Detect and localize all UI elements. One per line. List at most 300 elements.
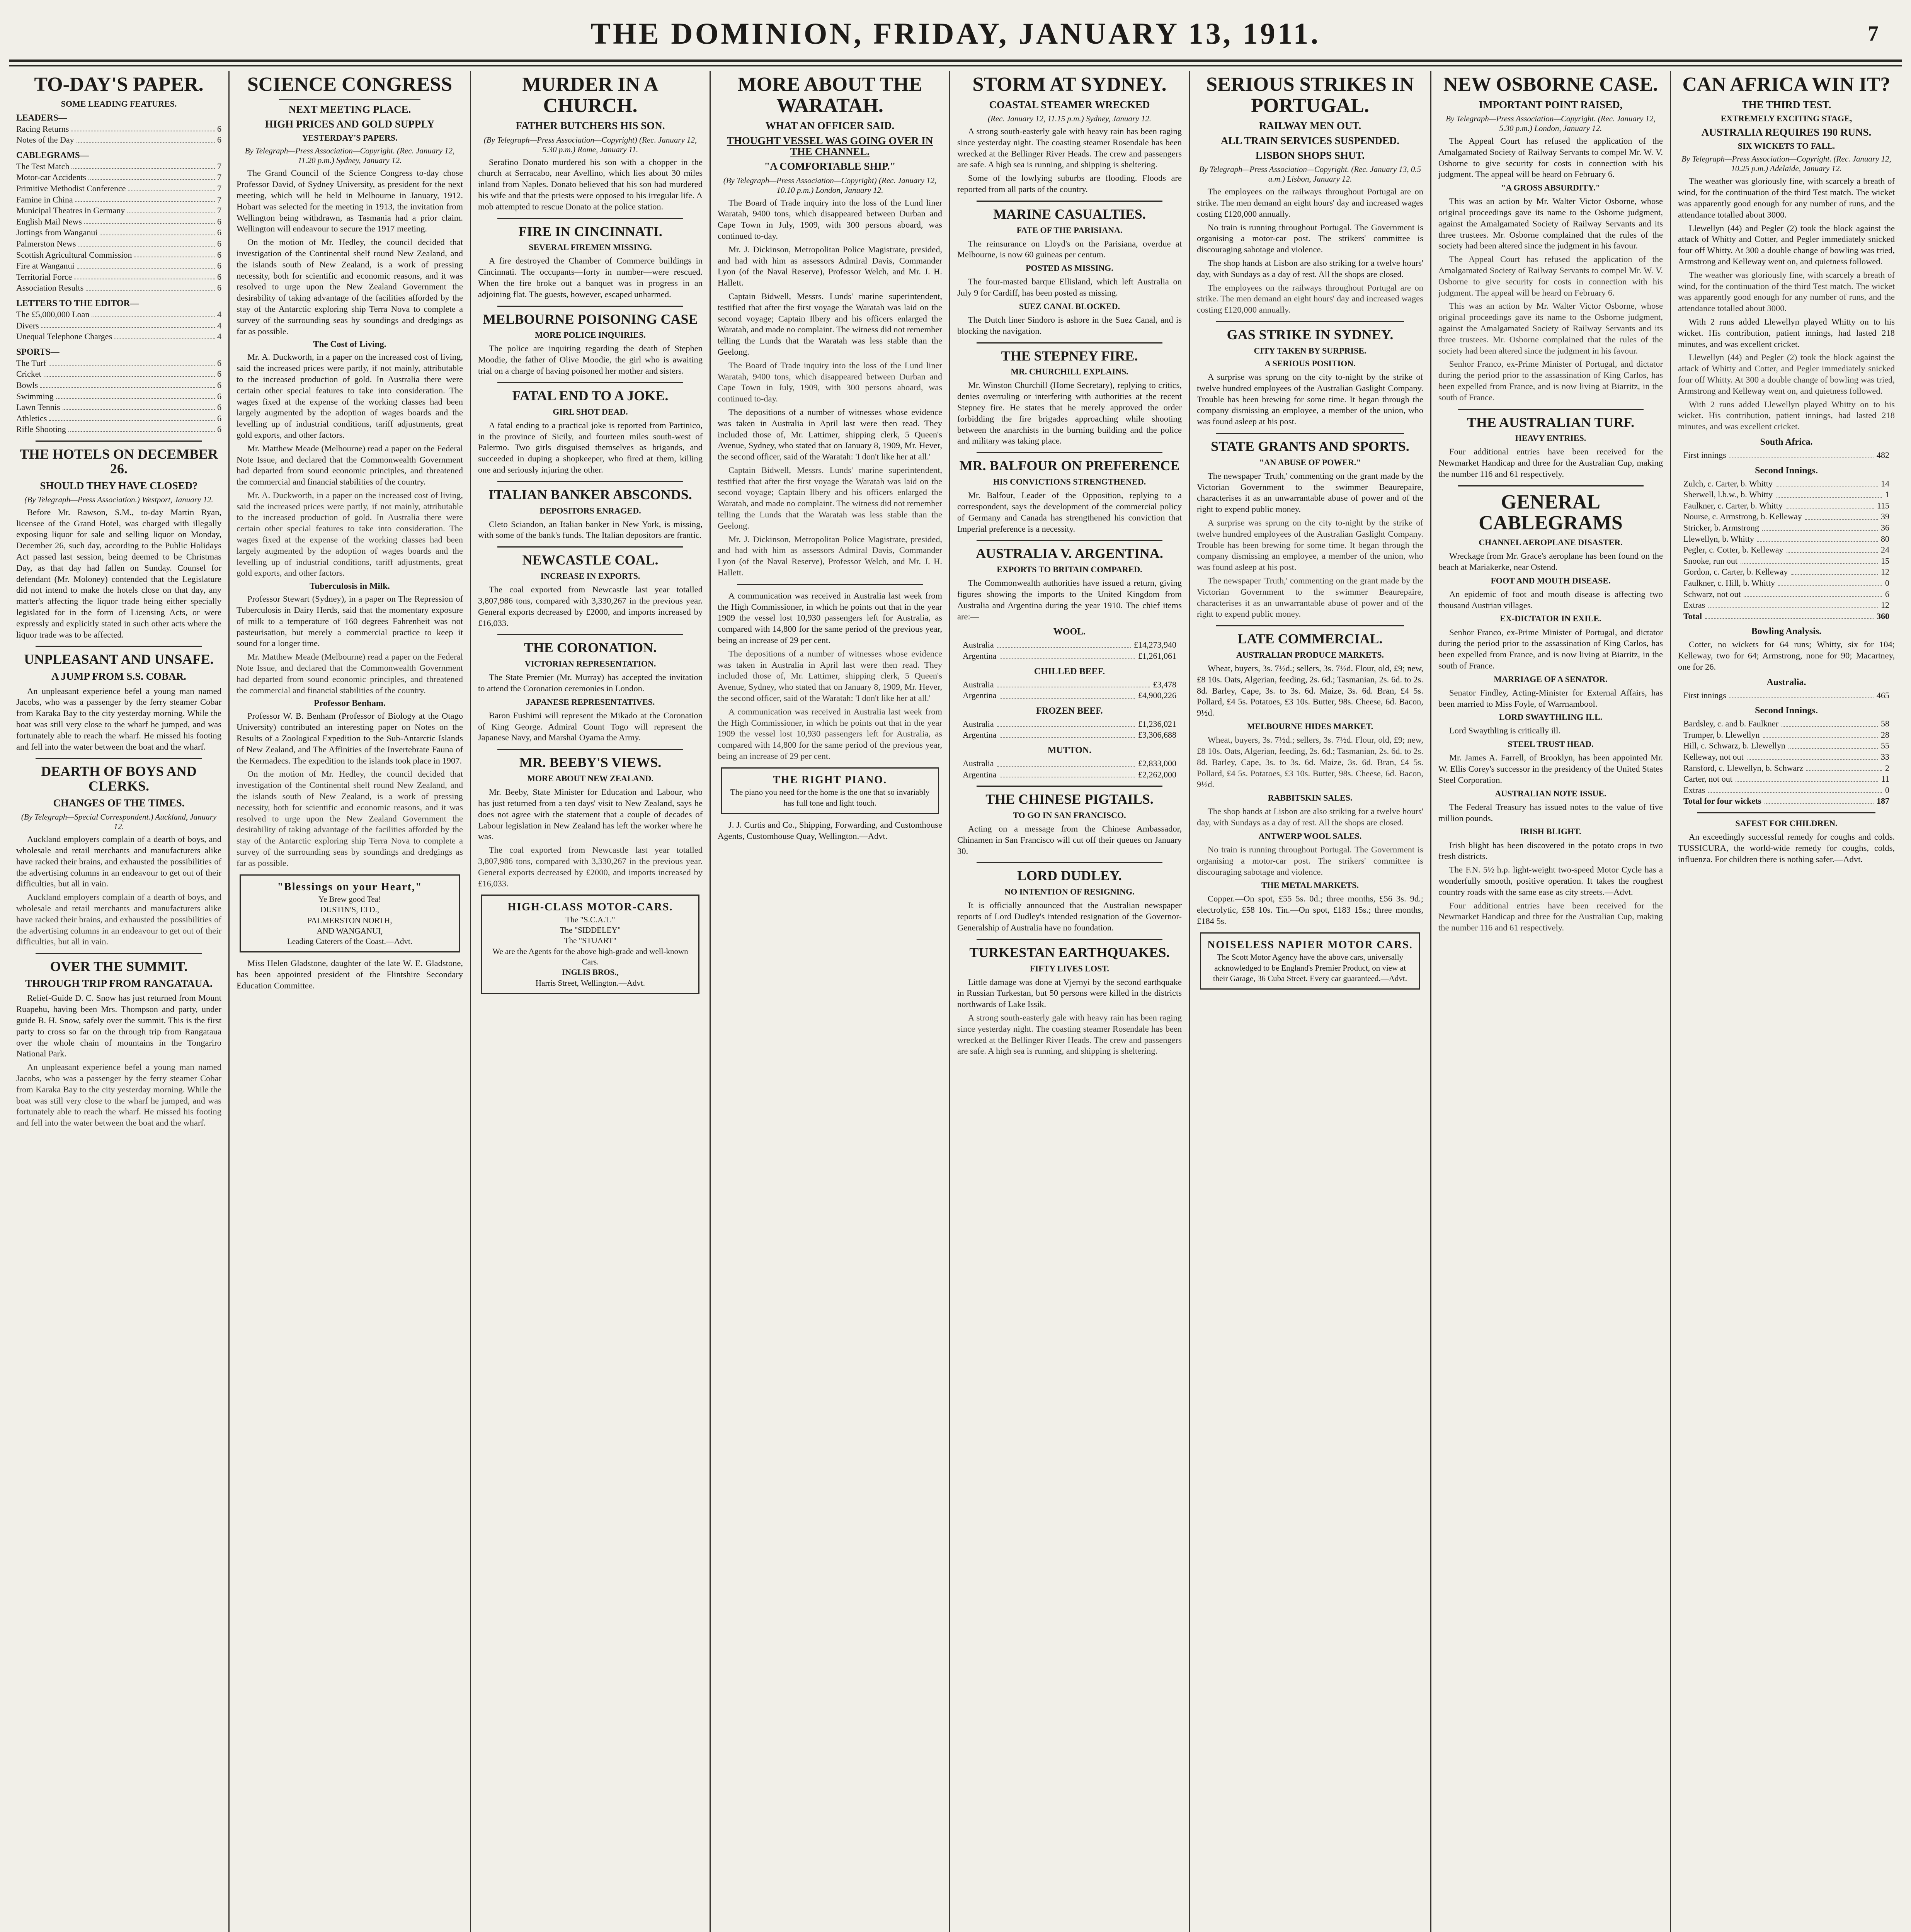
scorecard xyxy=(1678,718,1895,785)
article-subheading: RAILWAY MEN OUT. xyxy=(1259,120,1361,132)
toc-item-page: 6 xyxy=(217,380,221,390)
exports-row: Australia £14,273,940 xyxy=(963,640,1176,650)
article-body: The shop hands at Lisbon are also striking for a twelve hours' day, with Sundays as a day of rest. All the shops are closed. xyxy=(1197,806,1423,828)
toc-item xyxy=(16,358,221,369)
batsman-runs: 14 xyxy=(1881,478,1889,488)
toc-item-label: Bowls xyxy=(16,380,38,390)
article-subheading: ALL TRAIN SERVICES SUSPENDED. xyxy=(1220,134,1400,146)
article-body: The depositions of a number of witnesses whose evidence was taken in Australia in April last were then read. They included those of, Mr. Lattimer, shipping clerk, 5 Queen's Avenue, Sydney, who stated that on January 8, 1909, Mr. Hever, the second officer, said of the Waratah: 'I don't like her at all.' xyxy=(718,407,942,462)
article-subheading: MORE ABOUT NEW ZEALAND. xyxy=(527,774,653,784)
article-body: Professor Stewart (Sydney), in a paper on The Repression of Tuberculosis in Dairy Herds, said that the momentary exposure of milk to a temperature of 160 degrees Fahrenheit was not pasteurisation, but merely a commercial practice to keep it sound for a longer time. xyxy=(237,594,463,648)
scorecard-subheading: Second Innings. xyxy=(1755,706,1818,716)
article-body: With 2 runs added Llewellyn played Whitty on to his wicket. His contribution, patient innings, had lasted 218 minutes, and was excellent cricket. xyxy=(1678,399,1895,432)
advertisement: NOISELESS NAPIER MOTOR CARS. The Scott Motor Agency have the above cars, universally acknowledged to be England's Premier Product, on view at their Garage, 36 Cuba Street. Every car guaranteed.—Advt. xyxy=(1200,932,1420,990)
toc-item-page: 6 xyxy=(217,391,221,401)
article-body: This was an action by Mr. Walter Victor Osborne, whose original proceedings gave its name to the Osborne judgment, against the Amalgamated Society of Railway Servants and its three trustees. Mr. Osborne complained that the rules of the society had been altered since the judgment in his favour. xyxy=(1438,301,1663,355)
article-body: With 2 runs added Llewellyn played Whitty on to his wicket. His contribution, patient innings, had lasted 218 minutes, and was excellent cricket. xyxy=(1678,317,1895,349)
score-total: Total 360 xyxy=(1683,611,1889,621)
section-heading: Tuberculosis in Milk. xyxy=(310,581,390,591)
article-subheading: MR. CHURCHILL EXPLAINS. xyxy=(1011,367,1128,377)
article-heading: SCIENCE CONGRESS xyxy=(247,73,453,95)
article-subheading: IRISH BLIGHT. xyxy=(1520,827,1581,837)
toc-item xyxy=(16,369,221,380)
batsman-runs: 115 xyxy=(1877,500,1889,510)
toc-item xyxy=(16,380,221,391)
batsman-name: Schwarz, not out xyxy=(1683,589,1741,599)
toc-item-label: Notes of the Day xyxy=(16,135,74,145)
toc-item-label: Lawn Tennis xyxy=(16,402,60,412)
article-body: Miss Helen Gladstone, daughter of the late W. E. Gladstone, has been appointed president of the Flintshire Secondary Education Committee. xyxy=(237,958,463,991)
score-row: First innings 465 xyxy=(1683,690,1889,700)
article-subheading: TO GO IN SAN FRANCISCO. xyxy=(1013,810,1126,820)
article-body: Four additional entries have been received for the Newmarket Handicap and three for the Australian Cup, making the number 116 and 61 respectively. xyxy=(1438,447,1663,479)
toc-item-page: 6 xyxy=(217,413,221,423)
article-subheading: MARRIAGE OF A SENATOR. xyxy=(1494,674,1608,684)
toc-item-label: Unequal Telephone Charges xyxy=(16,332,112,342)
article-body: Captain Bidwell, Messrs. Lunds' marine superintendent, testified that after the first voyage the Waratah was laid on the second voyage; Captain Ilbery and his officers enlarged the Waratah, and made no complaint. The witness did not remember telling the Lunds that the Waratah was less stable than the Geelong. xyxy=(718,291,942,357)
toc-item-page: 6 xyxy=(217,228,221,238)
toc-item-page: 6 xyxy=(217,369,221,379)
batsman-name: Faulkner, c. Hill, b. Whitty xyxy=(1683,578,1775,588)
toc-item-label: The Turf xyxy=(16,358,46,368)
batsman-name: Carter, not out xyxy=(1683,774,1732,784)
toc-item-label: Primitive Methodist Conference xyxy=(16,184,126,194)
toc-item-page: 4 xyxy=(217,310,221,319)
article-subheading: COASTAL STEAMER WRECKED xyxy=(989,99,1150,111)
article-body: Some of the lowlying suburbs are flooding. Floods are reported from all parts of the country. xyxy=(957,173,1182,194)
batsman-name: Nourse, c. Armstrong, b. Kelleway xyxy=(1683,512,1802,522)
article-heading: FATAL END TO A JOKE. xyxy=(512,388,669,403)
features-heading: SOME LEADING FEATURES. xyxy=(61,99,177,109)
article-subheading: AUSTRALIA REQUIRES 190 RUNS. xyxy=(1701,126,1872,138)
toc-item xyxy=(16,282,221,294)
column-3 xyxy=(471,71,711,1932)
article-body: A surprise was sprung on the city to-night by the strike of twelve hundred employees of the Australian Gaslight Company. Trouble has been brewing for some time. It began through the company dismissing an employee, a member of the union, who was found asleep at his post. xyxy=(1197,372,1423,427)
article-subheading: THOUGHT VESSEL WAS GOING OVER IN THE CHANNEL. xyxy=(727,134,933,157)
section-heading: The Cost of Living. xyxy=(313,339,386,349)
exports-row: Argentina £1,261,061 xyxy=(963,651,1176,661)
article-subheading: A SERIOUS POSITION. xyxy=(1264,358,1356,368)
toc-item-page: 7 xyxy=(217,206,221,216)
newspaper-title: THE DOMINION, FRIDAY, JANUARY 13, 1911. xyxy=(590,17,1321,50)
article-subheading: CITY TAKEN BY SURPRISE. xyxy=(1254,345,1366,355)
article-body: The newspaper 'Truth,' commenting on the grant made by the Victorian Government to the swimmer Beaurepaire, characterises it as an unwarrantable abuse of power and of the right to expend public money. xyxy=(1197,576,1423,619)
toc-item-label: Scottish Agricultural Commission xyxy=(16,250,132,260)
batsman-row xyxy=(1678,511,1895,522)
article-heading: UNPLEASANT AND UNSAFE. xyxy=(24,651,214,667)
batsman-runs: 11 xyxy=(1881,774,1889,784)
article-body: Auckland employers complain of a dearth of boys, and wholesale and retail merchants and manufacturers alike have racked their brains, and exhausted the possibilities of the advertising columns in an endeavour to get out of their difficulties, but all in vain. xyxy=(16,834,221,889)
article-subheading: FATHER BUTCHERS HIS SON. xyxy=(516,120,665,132)
toc-item-label: Palmerston News xyxy=(16,239,76,249)
article-body: Before Mr. Rawson, S.M., to-day Martin Ryan, licensee of the Grand Hotel, was charged with illegally exposing liquor for sale and selling liquor on Monday, December 26, such day, according to the Public Holidays Act passed last session, being deemed to be Christmas Day, as that day had fallen on Sunday. Counsel for defendant (Mr. Moloney) contended that the Legislature did not intend to make the hotels close on that day, any matter's affecting the liquor trade being either specially legislated for in the form of Licensing Acts, or were expressly and explicitly stated in such other acts where the liquor trade was to be affected. xyxy=(16,507,221,639)
score-row: First innings 482 xyxy=(1683,450,1889,460)
article-body: The weather was gloriously fine, with scarcely a breath of wind, for the continuation of the third Test match. The wicket was apparently good enough for any number of runs, and the attendance totalled about 3000. xyxy=(1678,270,1895,313)
article-subheading: STEEL TRUST HEAD. xyxy=(1508,739,1594,749)
article-body: On the motion of Mr. Hedley, the council decided that investigation of the Continental shelf round New Zealand, and the islands south of New Zealand, is a work of pressing necessity, both for scientific and economic reasons, and it was resolved to urge upon the New Zealand Government the desirability of taking advantage of the facilities afforded by the stay of the Antarctic exploring ship Terra Nova to complete a survey of the surrounding seas by soundings and dredgings as far as possible. xyxy=(237,237,463,336)
column-8 xyxy=(1671,71,1902,1932)
article-heading: LATE COMMERCIAL. xyxy=(1237,631,1383,647)
article-body: Mr. A. Duckworth, in a paper on the increased cost of living, said the increased prices were partly, if not mainly, attributable to the increased production of gold. In Australia there were certain other special features to take into consideration. The wages fixed at the expense of the working classes had been largely augmented by the adoption of wages boards and the levelling up of industrial conditions, tariff adjustments, great gold exports, and other factors. xyxy=(237,490,463,578)
article-subheading: SEVERAL FIREMEN MISSING. xyxy=(529,242,652,252)
column-7 xyxy=(1431,71,1671,1932)
article-heading: ITALIAN BANKER ABSCONDS. xyxy=(488,486,692,502)
article-body: Mr. A. Duckworth, in a paper on the increased cost of living, said the increased prices were partly, if not mainly, attributable to the increased production of gold. In Australia there were certain other special features to take into consideration. The wages fixed at the expense of the working classes had been largely augmented by the adoption of wages boards and the levelling up of industrial conditions, tariff adjustments, great gold exports, and other factors. xyxy=(237,352,463,440)
article-body: The Grand Council of the Science Congress to-day chose Professor David, of Sydney University, as president for the next meeting, which will be held in Melbourne in January, 1912. Hobart was selected for the meeting in 1913, the invitation from Wellington being withdrawn, as Tasmania had a prior claim. Wellington will endeavour to secure the 1917 meeting. xyxy=(237,168,463,234)
article-body: The F.N. 5½ h.p. light-weight two-speed Motor Cycle has a wonderfully smooth, positive operation. It takes the roughest country roads with the same ease as city streets.—Advt. xyxy=(1438,865,1663,897)
article-body: The Board of Trade inquiry into the loss of the Lund liner Waratah, 9400 tons, which disappeared between Durban and Cape Town in July, 1909, with 300 persons aboard, was continued to-day. xyxy=(718,197,942,241)
article-body: Auckland employers complain of a dearth of boys, and wholesale and retail merchants and manufacturers alike have racked their brains, and exhausted the possibilities of the advertising columns in an endeavour to get out of their difficulties, but all in vain. xyxy=(16,892,221,947)
batsman-runs: 24 xyxy=(1881,545,1889,555)
article-body: A communication was received in Australia last week from the High Commissioner, in which he points out that in the year 1909 the vessel lost 10,930 passengers left for Australia, as compared with 14,800 for the same period of the previous year, being an increase of 29 per cent. xyxy=(718,706,942,761)
article-body: Mr. James A. Farrell, of Brooklyn, has been appointed Mr. W. Ellis Corey's successor in the presidency of the United States Steel Corporation. xyxy=(1438,753,1663,785)
article-subheading: SUEZ CANAL BLOCKED. xyxy=(1019,301,1120,311)
article-body: No train is running throughout Portugal. The Government is organising a motor-car post. The strikers' committee is discouraging sabotage and violence. xyxy=(1197,222,1423,255)
batsman-runs: 58 xyxy=(1881,719,1889,729)
toc-item xyxy=(16,424,221,435)
exports-row: Australia £3,478 xyxy=(963,679,1176,689)
toc-item xyxy=(16,250,221,261)
score-total: Total for four wickets 187 xyxy=(1683,796,1889,806)
article-subheading: DEPOSITORS ENRAGED. xyxy=(539,505,641,515)
scorecard xyxy=(1678,478,1895,600)
article-subheading: WHAT AN OFFICER SAID. xyxy=(765,120,895,132)
batsman-runs: 39 xyxy=(1881,512,1889,522)
exports-row: Argentina £3,306,688 xyxy=(963,730,1176,740)
table-of-contents xyxy=(16,113,221,435)
batsman-name: Snooke, run out xyxy=(1683,556,1737,566)
dateline: (By Telegraph—Special Correspondent.) Auckland, January 12. xyxy=(21,812,217,832)
toc-item-page: 7 xyxy=(217,161,221,171)
batsman-runs: 80 xyxy=(1881,534,1889,544)
article-subheading: MELBOURNE HIDES MARKET. xyxy=(1247,721,1373,731)
toc-item xyxy=(16,402,221,413)
batsman-name: Stricker, b. Armstrong xyxy=(1683,522,1759,532)
article-body: The employees on the railways throughout Portugal are on strike. The men demand an eight hours' day and increased wages costing £120,000 annually. xyxy=(1197,187,1423,219)
article-heading: SERIOUS STRIKES IN PORTUGAL. xyxy=(1206,73,1414,117)
article-body: Acting on a message from the Chinese Ambassador, Chinamen in San Francisco will cut off their queues on January 30. xyxy=(957,824,1182,856)
toc-item-page: 6 xyxy=(217,358,221,368)
article-body: Baron Fushimi will represent the Mikado at the Coronation of King George. Admiral Count Togo will represent the Japanese Navy, and Marshal Oyama the Army. xyxy=(478,710,703,743)
article-subheading: NEXT MEETING PLACE. xyxy=(288,103,411,115)
article-body: This was an action by Mr. Walter Victor Osborne, whose original proceedings gave its name to the Osborne judgment, against the Amalgamated Society of Railway Servants and its three trustees. Mr. Osborne complained that the rules of the society had been altered since the judgment in his favour. xyxy=(1438,196,1663,251)
article-heading: LORD DUDLEY. xyxy=(1017,868,1122,884)
article-body: The State Premier (Mr. Murray) has accepted the invitation to attend the Coronation ceremonies in London. xyxy=(478,672,703,693)
article-body: The Appeal Court has refused the application of the Amalgamated Society of Railway Servants to compel Mr. W. V. Osborne to give security for costs in connection with his judgment. The appeal will be heard on February 6. xyxy=(1438,254,1663,298)
toc-item-page: 7 xyxy=(217,172,221,182)
batsman-row xyxy=(1678,500,1895,512)
batsman-runs: 12 xyxy=(1881,567,1889,577)
article-body: Cleto Sciandon, an Italian banker in New York, is missing, with some of the bank's funds. The Italian depositors are frantic. xyxy=(478,519,703,540)
article-heading: FIRE IN CINCINNATI. xyxy=(518,223,662,239)
article-subheading: SIX WICKETS TO FALL. xyxy=(1737,141,1835,151)
batsman-row xyxy=(1678,763,1895,774)
toc-item xyxy=(16,320,221,332)
toc-item-label: Divers xyxy=(16,320,39,330)
exports-row: Argentina £4,900,226 xyxy=(963,690,1176,701)
article-body: The reinsurance on Lloyd's on the Parisiana, overdue at Melbourne, is now 60 guineas per centum. xyxy=(957,238,1182,260)
article-body: The Federal Treasury has issued notes to the value of five million pounds. xyxy=(1438,802,1663,823)
article-body: A surprise was sprung on the city to-night by the strike of twelve hundred employees of the Australian Gaslight Company. Trouble has been brewing for some time. It began through the company dismissing an employee, a member of the union, who was found asleep at his post. xyxy=(1197,518,1423,572)
article-subheading: SAFEST FOR CHILDREN. xyxy=(1735,818,1838,828)
article-body: The Dutch liner Sindoro is ashore in the Suez Canal, and is blocking the navigation. xyxy=(957,315,1182,336)
article-body: Copper.—On spot, £55 5s. 0d.; three months, £56 3s. 9d.; electrolytic, £58 10s. Tin.—On spot, £183 15s.; three months, £184 5s. xyxy=(1197,894,1423,926)
batsman-name: Hill, c. Schwarz, b. Llewellyn xyxy=(1683,741,1785,751)
article-heading: MARINE CASUALTIES. xyxy=(993,206,1146,222)
article-body: Mr. Balfour, Leader of the Opposition, replying to a correspondent, says the development of the commercial policy of Germany and Canada has strengthened his conviction that Imperial preference is a necessity. xyxy=(957,490,1182,534)
article-body: The Commonwealth authorities have issued a return, giving figures showing the imports to the United Kingdom from Australia and Argentina during the year 1910. The chief items are:— xyxy=(957,578,1182,621)
batsman-row xyxy=(1678,489,1895,500)
dateline: By Telegraph—Press Association—Copyright. (Rec. January 12, 10.25 p.m.) Adelaide, January 12. xyxy=(1681,154,1891,173)
toc-item xyxy=(16,172,221,183)
article-subheading: EXTREMELY EXCITING STAGE, xyxy=(1720,113,1852,123)
article-subheading: INCREASE IN EXPORTS. xyxy=(540,571,640,581)
article-body: A strong south-easterly gale with heavy rain has been raging since yesterday night. The coasting steamer Rosendale has been wrecked at the Bellinger River Heads. The crew and passengers are safe. A high sea is running, and shipping is sheltering. xyxy=(957,126,1182,170)
toc-item xyxy=(16,216,221,228)
article-heading: MR. BEEBY'S VIEWS. xyxy=(519,755,662,770)
article-subheading: EXPORTS TO BRITAIN COMPARED. xyxy=(997,565,1142,575)
toc-item xyxy=(16,391,221,402)
article-subheading: A JUMP FROM S.S. COBAR. xyxy=(51,670,186,682)
toc-item-label: Municipal Theatres in Germany xyxy=(16,206,125,216)
toc-item-page: 6 xyxy=(217,283,221,293)
toc-item-label: Cricket xyxy=(16,369,41,379)
article-subheading: JAPANESE REPRESENTATIVES. xyxy=(526,697,655,707)
article-subheading: ANTWERP WOOL SALES. xyxy=(1258,831,1362,841)
article-body: The Board of Trade inquiry into the loss of the Lund liner Waratah, 9400 tons, which disappeared between Durban and Cape Town in July, 1909, with 300 persons aboard, was continued to-day. xyxy=(718,360,942,404)
batsman-name: Kelleway, not out xyxy=(1683,752,1744,762)
article-heading: MR. BALFOUR ON PREFERENCE xyxy=(959,458,1180,474)
article-heading: THE CORONATION. xyxy=(524,640,657,656)
advertisement: HIGH-CLASS MOTOR-CARS. The "S.C.A.T." The "SIDDELEY" The "STUART" We are the Agents for the above high-grade and well-known Cars. INGLIS BROS., Harris Street, Wellington.—Advt. xyxy=(481,895,699,994)
batsman-row xyxy=(1678,578,1895,589)
toc-item-page: 6 xyxy=(217,250,221,260)
advertisement: THE RIGHT PIANO. The piano you need for the home is the one that so invariably has full tone and light touch. xyxy=(721,767,939,814)
scorecard-subheading: Bowling Analysis. xyxy=(1751,626,1822,637)
article-body: Mr. Matthew Meade (Melbourne) read a paper on the Federal Note Issue, and declared that the Commonwealth Government had departed from sound economic principles, and threatened the commercial and financial stabilities of the country. xyxy=(237,652,463,695)
exports-table xyxy=(957,627,1182,780)
exports-item: CHILLED BEEF. xyxy=(1034,666,1105,677)
toc-item-label: Rifle Shooting xyxy=(16,424,66,434)
article-body: An unpleasant experience befel a young man named Jacobs, who was a passenger by the ferry steamer Cobar from Karaka Bay to the city yesterday morning. While the boat was still very close to the wharf he jumped, and was fortunately able to reach the wharf. He missed his footing and fell into the water between the boat and the wharf. xyxy=(16,686,221,752)
article-subheading: CHANGES OF THE TIMES. xyxy=(53,797,185,809)
exports-item: FROZEN BEEF. xyxy=(1036,706,1103,716)
article-body: Captain Bidwell, Messrs. Lunds' marine superintendent, testified that after the first voyage the Waratah was laid on the second voyage; Captain Ilbery and his officers enlarged the Waratah, and made no complaint. The witness did not remember telling the Lunds that the Waratah was less stable than the Geelong. xyxy=(718,465,942,531)
batsman-row xyxy=(1678,740,1895,752)
batsman-name: Gordon, c. Carter, b. Kelleway xyxy=(1683,567,1788,577)
scorecard-subheading: Second Innings. xyxy=(1755,465,1818,476)
article-subheading: LORD SWAYTHLING ILL. xyxy=(1499,712,1603,722)
article-heading: OVER THE SUMMIT. xyxy=(50,959,188,975)
batsman-runs: 36 xyxy=(1881,522,1889,532)
toc-item xyxy=(16,205,221,216)
article-subheading: POSTED AS MISSING. xyxy=(1026,263,1113,273)
article-heading: STATE GRANTS AND SPORTS. xyxy=(1211,438,1409,454)
article-body: Four additional entries have been received for the Newmarket Handicap and three for the Australian Cup, making the number 116 and 61 respectively. xyxy=(1438,900,1663,933)
toc-item xyxy=(16,260,221,272)
columns xyxy=(9,71,1902,1932)
batsman-row xyxy=(1678,544,1895,556)
article-body: Senhor Franco, ex-Prime Minister of Portugal, and dictator during the period prior to the assassination of King Carlos, has been expelled from France, and is now living at Biarritz, in the south of France. xyxy=(1438,359,1663,402)
article-heading: STORM AT SYDNEY. xyxy=(972,73,1167,95)
toc-section: LEADERS— xyxy=(16,112,67,122)
article-subheading: AUSTRALIAN PRODUCE MARKETS. xyxy=(1236,650,1384,660)
scorecard-heading: South Africa. xyxy=(1760,437,1813,447)
article-body: The employees on the railways throughout Portugal are on strike. The men demand an eight hours' day and increased wages costing £120,000 annually. xyxy=(1197,282,1423,315)
batsman-row xyxy=(1678,752,1895,763)
article-body: Cotter, no wickets for 64 runs; Whitty, six for 104; Kelleway, two for 64; Armstrong, none for 90; Macartney, one for 26. xyxy=(1678,639,1895,672)
article-body: A fatal ending to a practical joke is reported from Partinico, in the province of Sicily, and fourteen miles south-west of Palermo. Two girls disguised themselves as brigands, and succeeded in duping a shopkeeper, who fired at them, killing one and seriously injuring the other. xyxy=(478,420,703,474)
toc-item-page: 7 xyxy=(217,184,221,194)
dateline: By Telegraph—Press Association—Copyright. (Rec. January 12, 5.30 p.m.) London, January 12. xyxy=(1446,114,1656,133)
article-heading: THE CHINESE PIGTAILS. xyxy=(985,791,1154,807)
article-heading: THE STEPNEY FIRE. xyxy=(1001,348,1138,364)
article-body: A strong south-easterly gale with heavy rain has been raging since yesterday night. The coasting steamer Rosendale has been wrecked at the Bellinger River Heads. The crew and passengers are safe. A high sea is running, and shipping is sheltering. xyxy=(957,1013,1182,1056)
dateline: (By Telegraph—Press Association—Copyright) (Rec. January 12, 10.10 p.m.) London, January 12. xyxy=(723,175,937,195)
dateline: By Telegraph—Press Association—Copyright. (Rec. January 12, 11.20 p.m.) Sydney, January 12. xyxy=(245,146,455,165)
toc-item-page: 6 xyxy=(217,216,221,226)
toc-item-label: Jottings from Wanganui xyxy=(16,228,98,238)
article-body: An unpleasant experience befel a young man named Jacobs, who was a passenger by the ferry steamer Cobar from Karaka Bay to the city yesterday morning. While the boat was still very close to the wharf he jumped, and was fortunately able to reach the wharf. He missed his footing and fell into the water between the boat and the wharf. xyxy=(16,1062,221,1128)
toc-item-page: 7 xyxy=(217,194,221,204)
article-subheading: HIS CONVICTIONS STRENGTHENED. xyxy=(993,477,1146,487)
article-body: On the motion of Mr. Hedley, the council decided that investigation of the Continental shelf round New Zealand, and the islands south of New Zealand, is a work of pressing necessity, both for scientific and economic reasons, and it was resolved to urge upon the New Zealand Government the desirability of taking advantage of the facilities afforded by the stay of the Antarctic exploring ship Terra Nova to complete a survey of the surrounding seas by soundings and dredgings as far as possible. xyxy=(237,769,463,868)
toc-item xyxy=(16,331,221,342)
toc-item-label: Motor-car Accidents xyxy=(16,172,86,182)
article-heading: THE AUSTRALIAN TURF. xyxy=(1467,414,1635,430)
section-heading: Professor Benham. xyxy=(314,698,386,708)
page-number: 7 xyxy=(1868,22,1879,46)
exports-item: WOOL. xyxy=(1053,627,1086,637)
column-5 xyxy=(950,71,1190,1932)
article-body: The coal exported from Newcastle last year totalled 3,807,986 tons, compared with 3,330,267 in the previous year. General exports decreased by £2000, and imports increased by £16,033. xyxy=(478,845,703,888)
toc-item xyxy=(16,309,221,320)
article-subheading: "AN ABUSE OF POWER." xyxy=(1259,457,1361,467)
toc-item xyxy=(16,134,221,146)
article-body: Mr. Winston Churchill (Home Secretary), replying to critics, denies overruling or interfering with authorities at the recent Stepney fire. He states that he merely approved the order forbidding the fire brigades approaching while shooting between the anarchists in the burning building and the police and military was taking place. xyxy=(957,380,1182,446)
column-6 xyxy=(1190,71,1431,1932)
article-heading: MORE ABOUT THE WARATAH. xyxy=(737,73,922,117)
batsman-name: Trumper, b. Llewellyn xyxy=(1683,730,1760,740)
batsman-name: Pegler, c. Cotter, b. Kelleway xyxy=(1683,545,1783,555)
batsman-row xyxy=(1678,589,1895,600)
toc-section: SPORTS— xyxy=(16,347,60,357)
article-body: Mr. Matthew Meade (Melbourne) read a paper on the Federal Note Issue, and declared that the Commonwealth Government had departed from sound economic principles, and threatened the commercial and financial stabilities of the country. xyxy=(237,443,463,487)
batsman-row xyxy=(1678,534,1895,545)
article-body: Irish blight has been discovered in the potato crops in two fresh districts. xyxy=(1438,840,1663,861)
todays-paper-heading: TO-DAY'S PAPER. xyxy=(34,73,204,95)
batsman-row xyxy=(1678,478,1895,490)
batsman-row xyxy=(1678,774,1895,785)
article-subheading: GIRL SHOT DEAD. xyxy=(553,406,628,417)
article-subheading: MORE POLICE INQUIRIES. xyxy=(535,330,646,340)
batsman-runs: 2 xyxy=(1885,763,1889,773)
article-subheading: IMPORTANT POINT RAISED, xyxy=(1479,99,1623,111)
batsman-name: Bardsley, c. and b. Faulkner xyxy=(1683,719,1779,729)
batsman-runs: 15 xyxy=(1881,556,1889,566)
toc-item-label: Athletics xyxy=(16,413,47,423)
dateline: (Rec. January 12, 11.15 p.m.) Sydney, January 12. xyxy=(988,114,1151,123)
toc-item xyxy=(16,194,221,206)
article-heading: CAN AFRICA WIN IT? xyxy=(1682,73,1891,95)
batsman-runs: 33 xyxy=(1881,752,1889,762)
toc-section: LETTERS TO THE EDITOR— xyxy=(16,298,139,308)
batsman-runs: 55 xyxy=(1881,741,1889,751)
article-heading: GAS STRIKE IN SYDNEY. xyxy=(1227,327,1394,342)
article-body: No train is running throughout Portugal. The Government is organising a motor-car post. The strikers' committee is discouraging sabotage and violence. xyxy=(1197,844,1423,877)
toc-item-page: 6 xyxy=(217,124,221,134)
toc-item xyxy=(16,413,221,424)
toc-item-label: Swimming xyxy=(16,391,54,401)
article-subheading: "A GROSS ABSURDITY." xyxy=(1501,183,1600,193)
dateline: By Telegraph—Press Association—Copyright. (Rec. January 13, 0.5 a.m.) Lisbon, January 12. xyxy=(1199,165,1421,184)
batsman-name: Faulkner, c. Carter, b. Whitty xyxy=(1683,500,1783,510)
exports-row: Australia £2,833,000 xyxy=(963,758,1176,768)
article-subheading: THE THIRD TEST. xyxy=(1741,99,1831,111)
advertisement: "Blessings on your Heart," Ye Brew good Tea! DUSTIN'S, LTD., PALMERSTON NORTH, AND WANGANUI, Leading Caterers of the Coast.—Advt. xyxy=(240,874,460,953)
article-subheading: AUSTRALIAN NOTE ISSUE. xyxy=(1495,788,1606,798)
article-heading: THE HOTELS ON DECEMBER 26. xyxy=(19,446,218,476)
article-body: Wheat, buyers, 3s. 7½d.; sellers, 3s. 7½d. Flour, old, £9; new, £8 10s. Oats, Algerian, feeding, 2s. 6d.; Tasmanian, 2s. 6d. to 2s. 8d. Barley, Cape, 3s. to 3s. 6d. Maize, 3s. 6d. Bran, £4 5s. Pollard, £4 5s. Potatoes, £3 10s. Butter, 98s. Cheese, 6d. Bacon, 9½d. xyxy=(1197,663,1423,718)
score-row: Extras 12 xyxy=(1683,600,1889,610)
article-body: The four-masted barque Ellisland, which left Australia on July 9 for Cardiff, has been posted as missing. xyxy=(957,277,1182,298)
batsman-name: Ransford, c. Llewellyn, b. Schwarz xyxy=(1683,763,1804,773)
toc-item-page: 4 xyxy=(217,332,221,342)
article-body: The Appeal Court has refused the application of the Amalgamated Society of Railway Servants to compel Mr. W. V. Osborne to give security for costs in connection with his judgment. The appeal will be heard on February 6. xyxy=(1438,136,1663,179)
toc-item-page: 6 xyxy=(217,135,221,145)
dateline: (By Telegraph—Press Association—Copyright) (Rec. January 12, 5.30 p.m.) Rome, January 11. xyxy=(483,135,697,154)
toc-item-label: Fire at Wanganui xyxy=(16,261,75,271)
article-subheading: HIGH PRICES AND GOLD SUPPLY xyxy=(265,118,435,130)
batsman-runs: 0 xyxy=(1885,578,1889,588)
toc-item xyxy=(16,272,221,283)
article-subheading: EX-DICTATOR IN EXILE. xyxy=(1500,614,1601,624)
article-body: Llewellyn (44) and Pegler (2) took the block against the attack of Whitty and Cotter, and Pegler immediately snicked four off Whitty. At 300 a double change of bowling was tried, Armstrong and Kelleway went on, and quietness followed. xyxy=(1678,352,1895,396)
toc-item-label: The Test Match xyxy=(16,161,70,171)
article-body: Wheat, buyers, 3s. 7½d.; sellers, 3s. 7½d. Flour, old, £9; new, £8 10s. Oats, Algerian, feeding, 2s. 6d.; Tasmanian, 2s. 6d. to 2s. 8d. Barley, Cape, 3s. to 3s. 6d. Maize, 3s. 6d. Bran, £4 5s. Pollard, £4 5s. Potatoes, £3 10s. Butter, 98s. Cheese, 6d. Bacon, 9½d. xyxy=(1197,735,1423,789)
toc-item-label: Racing Returns xyxy=(16,124,69,134)
batsman-runs: 1 xyxy=(1885,490,1889,500)
article-body: It is officially announced that the Australian newspaper reports of Lord Dudley's intended resignation of the Governor-Generalship of Australia have no foundation. xyxy=(957,900,1182,932)
article-subheading: YESTERDAY'S PAPERS. xyxy=(302,133,398,143)
article-body: The weather was gloriously fine, with scarcely a breath of wind, for the continuation of the third Test match. The wicket was apparently good enough for any number of runs, and the attendance totalled about 3000. xyxy=(1678,176,1895,219)
article-subheading: THROUGH TRIP FROM RANGATAUA. xyxy=(25,978,213,990)
toc-item-label: Territorial Force xyxy=(16,272,72,282)
toc-item-label: Famine in China xyxy=(16,194,73,204)
article-body: Little damage was done at Vjernyi by the second earthquake in Russian Turkestan, but 50 persons were killed in the districts northwards of Lake Issik. xyxy=(957,977,1182,1009)
toc-item-page: 4 xyxy=(217,320,221,330)
toc-item-page: 6 xyxy=(217,272,221,282)
article-body: Mr. J. Dickinson, Metropolitan Police Magistrate, presided, and had with him as assessors Admiral Davis, Commander Lyon (of the Naval Reserve), Professor Welch, and Mr. J. H. Hallett. xyxy=(718,534,942,578)
article-subheading: FIFTY LIVES LOST. xyxy=(1030,963,1109,973)
toc-item-page: 6 xyxy=(217,402,221,412)
toc-item-page: 6 xyxy=(217,424,221,434)
score-row: Extras 0 xyxy=(1683,785,1889,795)
batsman-name: Sherwell, l.b.w., b. Whitty xyxy=(1683,490,1773,500)
article-body: The depositions of a number of witnesses whose evidence was taken in Australia in April last were then read. They included those of, Mr. Lattimer, shipping clerk, 5 Queen's Avenue, Sydney, who stated that on January 8, 1909, Mr. Hever, the second officer, said of the Waratah: 'I don't like her at all.' xyxy=(718,648,942,703)
exports-row: Australia £1,236,021 xyxy=(963,719,1176,729)
article-subheading: THE METAL MARKETS. xyxy=(1261,880,1359,890)
batsman-row xyxy=(1678,522,1895,534)
batsman-row xyxy=(1678,556,1895,567)
article-heading: MURDER IN A CHURCH. xyxy=(522,73,659,117)
batsman-name: Llewellyn, b. Whitty xyxy=(1683,534,1754,544)
article-subheading: CHANNEL AEROPLANE DISASTER. xyxy=(1479,537,1623,548)
toc-item xyxy=(16,124,221,135)
toc-item xyxy=(16,238,221,250)
batsman-row xyxy=(1678,730,1895,741)
scorecard-heading: Australia. xyxy=(1766,677,1806,687)
